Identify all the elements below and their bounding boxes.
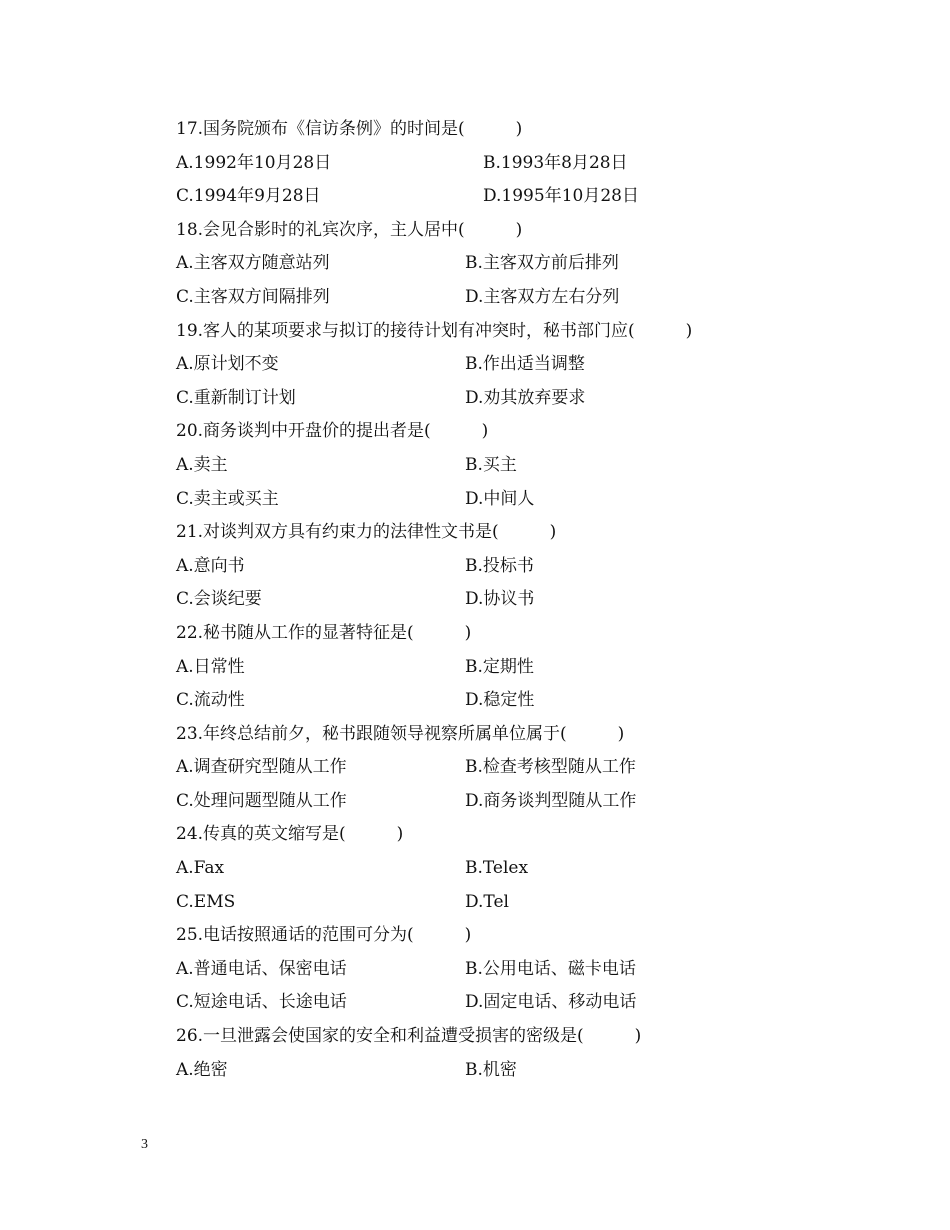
option-d: D.中间人 (465, 488, 535, 509)
options-row (176, 382, 816, 416)
option-b: B.机密 (465, 1059, 517, 1080)
options-row (176, 247, 816, 281)
question-22: 22.秘书随从工作的显著特征是( ) (176, 622, 472, 643)
options-row (176, 180, 816, 214)
option-a: A.1992年10月28日 (176, 152, 332, 173)
options-row (176, 886, 816, 920)
option-a: A.调查研究型随从工作 (176, 757, 347, 778)
question-20: 20.商务谈判中开盘价的提出者是( ) (176, 421, 489, 442)
options-row (176, 550, 816, 584)
options-row (176, 684, 816, 718)
option-b: B.投标书 (465, 555, 534, 576)
question-18: 18.会见合影时的礼宾次序，主人居中( ) (176, 219, 523, 240)
page-number: 3 (141, 1137, 148, 1152)
question-25: 25.电话按照通话的范围可分为( ) (176, 925, 472, 946)
question-19: 19.客人的某项要求与拟订的接待计划有冲突时，秘书部门应( ) (176, 320, 693, 341)
option-b: B.定期性 (465, 656, 534, 677)
option-b: B.公用电话、磁卡电话 (465, 958, 636, 979)
option-b: B.作出适当调整 (465, 354, 585, 375)
option-d: D.协议书 (465, 589, 535, 610)
option-b: B.1993年8月28日 (483, 152, 628, 173)
question-17: 17.国务院颁布《信访条例》的时间是( ) (176, 119, 523, 139)
option-c: C.短途电话、长途电话 (176, 992, 347, 1013)
option-c: C.重新制订计划 (176, 387, 296, 408)
option-a: A.日常性 (176, 656, 245, 677)
options-row (176, 583, 816, 617)
option-b: B.主客双方前后排列 (465, 253, 619, 274)
question-24: 24.传真的英文缩写是( ) (176, 824, 404, 845)
options-row (176, 1054, 816, 1088)
option-a: A.主客双方随意站列 (176, 253, 330, 274)
options-row (176, 852, 816, 886)
option-c: C.会谈纪要 (176, 589, 262, 610)
question-list (176, 113, 816, 1087)
options-row (176, 348, 816, 382)
option-a: A.意向书 (176, 555, 245, 576)
question-23: 23.年终总结前夕，秘书跟随领导视察所属单位属于( ) (176, 723, 625, 744)
option-d: D.商务谈判型随从工作 (465, 790, 637, 811)
option-d: D.主客双方左右分列 (465, 286, 620, 307)
options-row (176, 751, 816, 785)
option-a: A.绝密 (176, 1059, 228, 1080)
options-row (176, 986, 816, 1020)
options-row (176, 449, 816, 483)
option-a: A.卖主 (176, 454, 228, 475)
option-b: B.Telex (465, 858, 529, 879)
option-c: C.卖主或买主 (176, 488, 279, 509)
question-26: 26.一旦泄露会使国家的安全和利益遭受损害的密级是( ) (176, 1026, 642, 1047)
options-row (176, 785, 816, 819)
option-a: A.普通电话、保密电话 (176, 958, 347, 979)
options-row (176, 147, 816, 181)
options-row (176, 651, 816, 685)
option-b: B.检查考核型随从工作 (465, 757, 636, 778)
option-c: C.处理问题型随从工作 (176, 790, 347, 811)
option-d: D.固定电话、移动电话 (465, 992, 637, 1013)
options-row (176, 281, 816, 315)
option-d: D.劝其放弃要求 (465, 387, 586, 408)
option-d: D.稳定性 (465, 690, 535, 711)
option-d: D.1995年10月28日 (483, 186, 639, 207)
option-a: A.原计划不变 (176, 354, 279, 375)
option-b: B.买主 (465, 454, 517, 475)
option-a: A.Fax (176, 858, 225, 879)
options-row (176, 953, 816, 987)
option-c: C.1994年9月28日 (176, 186, 321, 207)
option-c: C.EMS (176, 891, 236, 912)
options-row (176, 483, 816, 517)
option-c: C.主客双方间隔排列 (176, 286, 330, 307)
option-d: D.Tel (465, 891, 509, 912)
question-21: 21.对谈判双方具有约束力的法律性文书是( ) (176, 522, 557, 543)
option-c: C.流动性 (176, 690, 245, 711)
